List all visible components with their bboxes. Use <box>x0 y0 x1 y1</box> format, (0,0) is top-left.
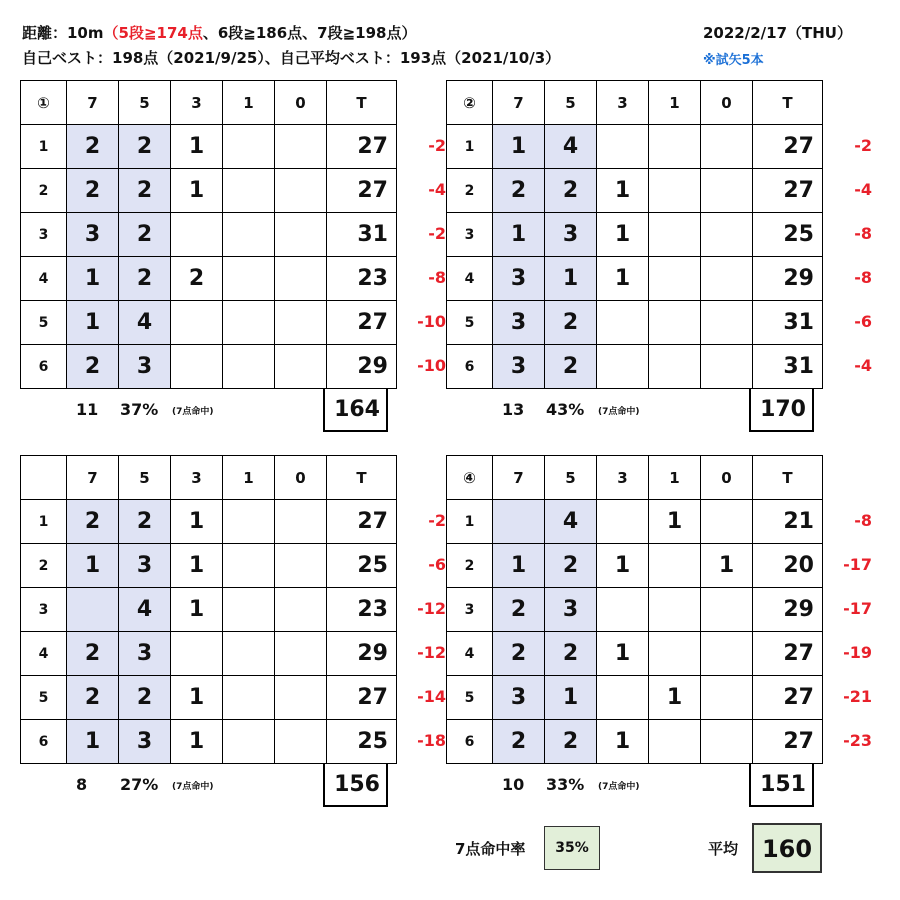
rank-requirements: 、6段≧186点、7段≧198点） <box>202 24 417 42</box>
hit-count-5: 2 <box>119 169 171 213</box>
end-total: 23 <box>327 588 397 632</box>
end-total: 27 <box>753 720 823 764</box>
diff-column <box>396 124 446 388</box>
hit-count-3: 1 <box>171 720 223 764</box>
end-number: 2 <box>21 169 67 213</box>
end-number: 6 <box>447 720 493 764</box>
hit-count-1 <box>649 345 701 389</box>
hit-count-7 <box>67 588 119 632</box>
diff-value: -21 <box>843 687 872 706</box>
end-number: 1 <box>447 500 493 544</box>
end-number: 2 <box>21 544 67 588</box>
hit-rate-label: 7点命中率 <box>455 840 526 858</box>
hit-count-7: 2 <box>67 345 119 389</box>
hit-count-0 <box>701 169 753 213</box>
hit-count-3 <box>171 213 223 257</box>
hit-count-1: 1 <box>649 500 701 544</box>
end-row <box>21 588 397 632</box>
hit-count-3 <box>597 500 649 544</box>
hit-count-5: 2 <box>545 301 597 345</box>
end-row <box>21 632 397 676</box>
diff-value: -4 <box>854 356 872 375</box>
hit-count-1 <box>649 125 701 169</box>
end-number: 6 <box>21 345 67 389</box>
end-row <box>21 169 397 213</box>
hit-count-7: 2 <box>493 169 545 213</box>
end-number: 3 <box>447 588 493 632</box>
diff-value: -8 <box>428 268 446 287</box>
end-number: 5 <box>447 301 493 345</box>
hit-rate-box <box>544 826 600 870</box>
hit-count-0 <box>275 632 327 676</box>
end-number: 1 <box>21 125 67 169</box>
seven-count: 8 <box>76 775 88 794</box>
column-header: 7 <box>67 81 119 125</box>
sheet-footer <box>446 763 816 807</box>
hit-count-0 <box>701 257 753 301</box>
hit-count-1 <box>223 632 275 676</box>
end-total: 27 <box>327 676 397 720</box>
column-header-total: T <box>753 81 823 125</box>
hit-count-3 <box>171 301 223 345</box>
end-number: 3 <box>447 213 493 257</box>
score-table <box>20 455 397 764</box>
hit-count-1 <box>649 544 701 588</box>
diff-value: -8 <box>854 224 872 243</box>
seven-percent-label: (7点命中) <box>172 407 214 417</box>
hit-count-1 <box>223 588 275 632</box>
hit-count-0 <box>701 676 753 720</box>
hit-count-7: 3 <box>67 213 119 257</box>
end-number: 4 <box>21 257 67 301</box>
header-row <box>447 81 823 125</box>
hit-count-3: 1 <box>597 213 649 257</box>
diff-value: -17 <box>843 555 872 574</box>
hit-count-7: 3 <box>493 345 545 389</box>
end-total: 31 <box>753 345 823 389</box>
hit-count-0 <box>275 588 327 632</box>
header-line-2 <box>22 47 560 68</box>
hit-count-5: 3 <box>119 720 171 764</box>
hit-count-3: 2 <box>171 257 223 301</box>
end-row <box>21 500 397 544</box>
diff-value: -23 <box>843 731 872 750</box>
hit-count-5: 1 <box>545 257 597 301</box>
sheet-label: ④ <box>447 456 493 500</box>
end-row <box>447 213 823 257</box>
hit-count-7: 1 <box>67 301 119 345</box>
end-row <box>21 345 397 389</box>
hit-count-5: 2 <box>545 632 597 676</box>
column-header: 7 <box>67 456 119 500</box>
end-row <box>447 720 823 764</box>
column-header: 0 <box>701 456 753 500</box>
hit-count-7: 1 <box>67 257 119 301</box>
end-number: 6 <box>21 720 67 764</box>
diff-value: -10 <box>417 356 446 375</box>
hit-count-7: 1 <box>67 720 119 764</box>
column-header-total: T <box>327 456 397 500</box>
end-total: 27 <box>327 500 397 544</box>
column-header-total: T <box>327 81 397 125</box>
hit-count-1 <box>223 345 275 389</box>
diff-value: -6 <box>854 312 872 331</box>
sheet-footer <box>20 388 390 432</box>
hit-count-3: 1 <box>597 632 649 676</box>
end-total: 31 <box>327 213 397 257</box>
hit-count-3 <box>597 345 649 389</box>
seven-percent-label: (7点命中) <box>598 782 640 792</box>
hit-count-0 <box>701 720 753 764</box>
header-row <box>447 456 823 500</box>
hit-count-5: 2 <box>119 500 171 544</box>
end-row <box>21 125 397 169</box>
end-number: 5 <box>447 676 493 720</box>
hit-count-1 <box>223 676 275 720</box>
end-total: 25 <box>327 720 397 764</box>
end-number: 5 <box>21 676 67 720</box>
hit-count-0 <box>701 213 753 257</box>
average-label: 平均 <box>708 840 739 858</box>
hit-count-0 <box>701 125 753 169</box>
hit-count-1 <box>223 169 275 213</box>
hit-count-0 <box>701 632 753 676</box>
end-row <box>447 632 823 676</box>
sheet-footer <box>20 763 390 807</box>
hit-count-7: 2 <box>67 632 119 676</box>
seven-count: 11 <box>76 400 99 419</box>
end-number: 2 <box>447 544 493 588</box>
hit-count-3: 1 <box>171 169 223 213</box>
column-header: 5 <box>119 456 171 500</box>
end-total: 29 <box>327 345 397 389</box>
column-header: 5 <box>119 81 171 125</box>
hit-count-5: 2 <box>119 125 171 169</box>
end-row <box>447 588 823 632</box>
hit-count-5: 4 <box>545 500 597 544</box>
sheet-total: 151 <box>749 763 814 807</box>
score-table <box>20 80 397 389</box>
hit-count-0 <box>275 544 327 588</box>
hit-count-5: 2 <box>545 720 597 764</box>
rank5-requirement: 5段≧174点 <box>118 24 203 42</box>
seven-percent: 27% <box>120 775 159 794</box>
diff-value: -14 <box>417 687 446 706</box>
sheet-total: 156 <box>323 763 388 807</box>
score-table <box>446 80 823 389</box>
seven-count: 10 <box>502 775 525 794</box>
end-number: 5 <box>21 301 67 345</box>
hit-count-1 <box>223 257 275 301</box>
header-line-1 <box>22 22 417 43</box>
end-total: 31 <box>753 301 823 345</box>
hit-count-5: 4 <box>545 125 597 169</box>
end-total: 29 <box>753 257 823 301</box>
end-row <box>447 169 823 213</box>
end-total: 20 <box>753 544 823 588</box>
hit-count-3: 1 <box>597 544 649 588</box>
hit-count-3: 1 <box>171 544 223 588</box>
hit-count-1 <box>223 125 275 169</box>
sheet-label: ① <box>21 81 67 125</box>
diff-value: -17 <box>843 599 872 618</box>
end-number: 3 <box>21 588 67 632</box>
hit-rate-value: 35% <box>555 840 589 856</box>
column-header: 3 <box>171 456 223 500</box>
end-total: 21 <box>753 500 823 544</box>
hit-count-5: 4 <box>119 301 171 345</box>
hit-count-3 <box>597 301 649 345</box>
distance-label: 距離：10m <box>22 24 104 42</box>
hit-count-0 <box>275 301 327 345</box>
hit-count-1 <box>223 544 275 588</box>
hit-count-1 <box>649 169 701 213</box>
hit-count-0 <box>701 588 753 632</box>
hit-count-7: 2 <box>67 500 119 544</box>
score-sheet-1 <box>20 80 446 465</box>
column-header: 5 <box>545 81 597 125</box>
end-total: 27 <box>327 169 397 213</box>
hit-count-7: 2 <box>67 676 119 720</box>
hit-count-3 <box>597 588 649 632</box>
end-number: 1 <box>447 125 493 169</box>
hit-count-1 <box>649 301 701 345</box>
hit-count-3 <box>597 125 649 169</box>
hit-count-3: 1 <box>171 125 223 169</box>
end-row <box>447 676 823 720</box>
hit-count-7 <box>493 500 545 544</box>
score-sheet-2 <box>446 80 872 465</box>
end-number: 3 <box>21 213 67 257</box>
sheet-footer <box>446 388 816 432</box>
end-total: 25 <box>327 544 397 588</box>
diff-value: -8 <box>854 268 872 287</box>
hit-count-1 <box>223 301 275 345</box>
end-total: 29 <box>753 588 823 632</box>
hit-count-3 <box>171 345 223 389</box>
hit-count-3 <box>597 676 649 720</box>
end-number: 6 <box>447 345 493 389</box>
hit-count-0 <box>275 676 327 720</box>
hit-count-1 <box>649 257 701 301</box>
end-row <box>447 500 823 544</box>
end-row <box>447 544 823 588</box>
diff-value: -12 <box>417 643 446 662</box>
end-total: 27 <box>327 301 397 345</box>
score-sheet-3 <box>20 455 446 840</box>
hit-count-3 <box>171 632 223 676</box>
end-row <box>447 301 823 345</box>
hit-count-1 <box>649 720 701 764</box>
hit-count-0 <box>275 720 327 764</box>
diff-value: -12 <box>417 599 446 618</box>
column-header: 3 <box>597 456 649 500</box>
hit-count-5: 1 <box>545 676 597 720</box>
end-row <box>447 125 823 169</box>
hit-count-7: 3 <box>493 257 545 301</box>
hit-count-5: 3 <box>545 213 597 257</box>
diff-value: -19 <box>843 643 872 662</box>
hit-count-7: 2 <box>493 588 545 632</box>
seven-count: 13 <box>502 400 525 419</box>
end-total: 27 <box>753 632 823 676</box>
column-header: 5 <box>545 456 597 500</box>
hit-count-0 <box>275 169 327 213</box>
end-number: 2 <box>447 169 493 213</box>
seven-percent-label: (7点命中) <box>598 407 640 417</box>
best-scores: 自己ベスト：198点（2021/9/25）、自己平均ベスト：193点（2021/10/3） <box>22 49 561 67</box>
hit-count-0 <box>701 301 753 345</box>
hit-count-7: 1 <box>493 544 545 588</box>
diff-value: -10 <box>417 312 446 331</box>
hit-count-0 <box>275 345 327 389</box>
hit-count-3: 1 <box>597 169 649 213</box>
end-row <box>21 301 397 345</box>
column-header: 0 <box>701 81 753 125</box>
column-header: 7 <box>493 456 545 500</box>
hit-count-1 <box>649 588 701 632</box>
diff-value: -18 <box>417 731 446 750</box>
diff-column <box>822 499 872 763</box>
hit-count-1 <box>223 720 275 764</box>
hit-count-3: 1 <box>597 720 649 764</box>
hit-count-0 <box>275 125 327 169</box>
end-total: 29 <box>327 632 397 676</box>
column-header: 0 <box>275 81 327 125</box>
column-header: 3 <box>171 81 223 125</box>
hit-count-7: 3 <box>493 301 545 345</box>
sheet-total: 170 <box>749 388 814 432</box>
end-total: 27 <box>753 169 823 213</box>
average-box <box>752 823 822 873</box>
hit-count-5: 3 <box>119 632 171 676</box>
hit-count-7: 2 <box>493 632 545 676</box>
diff-value: -4 <box>854 180 872 199</box>
diff-value: -2 <box>428 136 446 155</box>
end-number: 4 <box>447 257 493 301</box>
hit-count-3: 1 <box>171 588 223 632</box>
diff-column <box>396 499 446 763</box>
diff-value: -8 <box>854 511 872 530</box>
hit-count-7: 1 <box>493 125 545 169</box>
hit-count-5: 2 <box>545 544 597 588</box>
seven-percent: 37% <box>120 400 159 419</box>
end-row <box>447 345 823 389</box>
open-paren: （ <box>103 24 119 42</box>
hit-count-0 <box>275 257 327 301</box>
hit-count-7: 3 <box>493 676 545 720</box>
hit-count-7: 2 <box>493 720 545 764</box>
diff-value: -2 <box>854 136 872 155</box>
column-header: 1 <box>223 456 275 500</box>
hit-count-5: 2 <box>545 345 597 389</box>
end-row <box>21 257 397 301</box>
hit-count-1 <box>649 632 701 676</box>
end-number: 4 <box>447 632 493 676</box>
hit-count-1 <box>223 500 275 544</box>
hit-count-3: 1 <box>597 257 649 301</box>
hit-count-1 <box>649 213 701 257</box>
column-header: 1 <box>649 81 701 125</box>
hit-count-3: 1 <box>171 500 223 544</box>
hit-count-5: 2 <box>119 213 171 257</box>
seven-percent: 33% <box>546 775 585 794</box>
column-header: 3 <box>597 81 649 125</box>
trial-arrows-note: ※試矢5本 <box>703 53 764 68</box>
hit-count-5: 3 <box>119 345 171 389</box>
column-header: 7 <box>493 81 545 125</box>
sheet-label <box>21 456 67 500</box>
column-header-total: T <box>753 456 823 500</box>
hit-count-7: 1 <box>493 213 545 257</box>
hit-count-5: 2 <box>119 257 171 301</box>
hit-count-0 <box>275 500 327 544</box>
column-header: 1 <box>649 456 701 500</box>
hit-count-7: 2 <box>67 125 119 169</box>
diff-value: -2 <box>428 224 446 243</box>
hit-count-1: 1 <box>649 676 701 720</box>
hit-count-5: 3 <box>119 544 171 588</box>
seven-percent-label: (7点命中) <box>172 782 214 792</box>
hit-count-0 <box>701 500 753 544</box>
hit-count-5: 2 <box>545 169 597 213</box>
hit-count-0 <box>275 213 327 257</box>
hit-count-7: 1 <box>67 544 119 588</box>
hit-count-5: 2 <box>119 676 171 720</box>
end-row <box>21 213 397 257</box>
seven-percent: 43% <box>546 400 585 419</box>
end-row <box>447 257 823 301</box>
hit-count-3: 1 <box>171 676 223 720</box>
sheet-label: ② <box>447 81 493 125</box>
end-number: 1 <box>21 500 67 544</box>
end-total: 27 <box>753 125 823 169</box>
end-number: 4 <box>21 632 67 676</box>
hit-count-1 <box>223 213 275 257</box>
end-row <box>21 676 397 720</box>
hit-count-5: 4 <box>119 588 171 632</box>
average-value: 160 <box>761 835 813 863</box>
hit-count-0 <box>701 345 753 389</box>
end-row <box>21 544 397 588</box>
diff-value: -4 <box>428 180 446 199</box>
end-total: 27 <box>327 125 397 169</box>
hit-count-7: 2 <box>67 169 119 213</box>
header-row <box>21 456 397 500</box>
end-total: 27 <box>753 676 823 720</box>
column-header: 0 <box>275 456 327 500</box>
score-table <box>446 455 823 764</box>
date: 2022/2/17（THU） <box>703 24 852 42</box>
diff-value: -2 <box>428 511 446 530</box>
sheet-total: 164 <box>323 388 388 432</box>
hit-count-5: 3 <box>545 588 597 632</box>
score-sheet-4 <box>446 455 872 840</box>
diff-value: -6 <box>428 555 446 574</box>
header-row <box>21 81 397 125</box>
end-total: 25 <box>753 213 823 257</box>
end-total: 23 <box>327 257 397 301</box>
end-row <box>21 720 397 764</box>
hit-count-0: 1 <box>701 544 753 588</box>
diff-column <box>822 124 872 388</box>
column-header: 1 <box>223 81 275 125</box>
